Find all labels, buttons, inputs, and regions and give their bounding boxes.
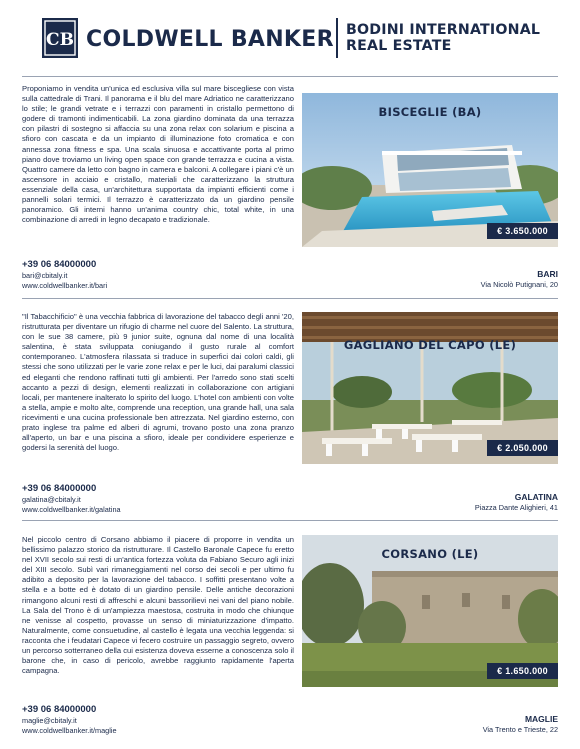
listing-contact: [22, 258, 107, 291]
listing-price: € 3.650.000: [487, 223, 558, 239]
listing-price: € 2.050.000: [487, 440, 558, 456]
header-divider: [336, 18, 338, 58]
section-separator: [22, 76, 558, 77]
section-separator: [22, 298, 558, 299]
partner-name: [346, 22, 540, 54]
contact-phone[interactable]: +39 06 84000000: [22, 704, 97, 715]
contact-email[interactable]: maglie@cbitaly.it: [22, 716, 77, 725]
office-city: BARI: [537, 269, 558, 279]
office-info: [475, 491, 558, 513]
contact-website-link[interactable]: www.coldwellbanker.it/galatina: [22, 505, 121, 514]
contact-website-link[interactable]: www.coldwellbanker.it/bari: [22, 281, 108, 290]
listing-location: CORSANO (LE): [381, 547, 479, 561]
office-info: [483, 713, 558, 735]
listing-price: € 1.650.000: [487, 663, 558, 679]
office-address: Via Trento e Trieste, 22: [482, 725, 558, 734]
listing-contact: [22, 703, 117, 736]
listing-location: BISCEGLIE (BA): [378, 105, 482, 119]
office-address: Piazza Dante Alighieri, 41: [474, 503, 558, 512]
office-info: [481, 268, 558, 290]
office-city: GALATINA: [514, 492, 558, 502]
contact-email[interactable]: galatina@cbitaly.it: [22, 495, 81, 504]
listing-description: Proponiamo in vendita un'unica ed esclusiva villa sul mare biscegliese con vista sulla cattedrale di Trani. Il panorama e il blu del mare Adriatico ne caratterizzano lo stile; le grandi vetrate e i terrazzi con paramenti in cristallo permettono di godere di tramonti indimenticabili. La zona giardino dominata da una terrazza con pilastri di sostegno si affaccia su una zona relax con solarium e piscina a sfioro con cascata e da un impianto di illuminazione foto cromatica e con annessa zona fitness e spa. Una scala sinuosa e accattivante porta al primo piano dove troviamo un living open space con grande terrazza e cucina a vista. Quattro camere da letto con bagno in camera e balconi. A collegare i piani c'è un ascensore in acciaio e cristallo, materiali che caratterizzano la struttura essenziale della casa, un'architettura supportata da impianti efficienti come i pannelli solari termici. Il terrazzo è caratterizzato da un giardino pensile panoramico. Gli interni hanno un'anima country chic, total white, in una combinazione di arredi in legno decapato e tradizionale.: [22, 84, 294, 225]
listing-photo: [302, 312, 558, 464]
partner-line-1: BODINI INTERNATIONAL: [346, 22, 541, 38]
listing-photo: [302, 535, 558, 687]
contact-phone[interactable]: +39 06 84000000: [22, 483, 97, 494]
partner-line-2: REAL ESTATE: [346, 38, 452, 54]
listing-description: "Il Tabacchificio" è una vecchia fabbrica di lavorazione del tabacco degli anni '20, ristrutturata per diventare un rifugio di charme nel cuore del Salento. La struttura, con le sue 38 camere, più 9 junior suite, ognuna dal nome di una località salentina, è stata sviluppata coniugando il gusto rurale al comfort contemporaneo. L'atmosfera rilassata si traduce in superfici dai colori caldi, gli stessi che sono utilizzati per le varie zone relax e per le luci, dai paralumi classici ed eleganti che rendono raffinati tutti gli ambienti. Per l'arredo sono stati scelti accanto a pezzi di design, elementi realizzati in collaborazione con artigiani locali, per mantenere inalterato lo spirito del luogo. L'hotel con ambienti con volte a stella, ampie e molto alte, comprende una reception, una grande hall, una sala ricevimenti e una cucina professionale ben attrezzata. Nel giardino esterno, con prato inglese tra palme ed alberi di agrumi, trovano posto una zona pranzo all'aperto, un bar e una piscina a sfioro, ideale per condividere esperienze e godersi la serenità del luogo.: [22, 312, 294, 453]
contact-website-link[interactable]: www.coldwellbanker.it/maglie: [22, 726, 117, 735]
listing-description: Nel piccolo centro di Corsano abbiamo il piacere di proporre in vendita un bellissimo palazzo storico da ristrutturare. Il Castello Baronale Capece fu eretto nel XVII secolo sui resti di un'antica fortezza voluta da Fabiano Securo agli inizi del XIII secolo. Subì vari rimaneggiamenti nel corso dei secoli e per ultimo fu adibito a deposito per la lavorazione del tabacco. I soffitti presentano volte a stella e a botte ed è dotato di un giardino pensile. Delle antiche decorazioni rimangono alcuni resti di affreschi e alcuni bassorilievi nei vani del piano nobile. La Sala del Trono è di un'ampiezza maestosa, costruita in modo che chiunque ne venisse al cospetto, provasse un senso di miniaturizzazione d'impatto. Naturalmente, come consuetudine, al castello è legata una vecchia leggenda: si racconta che i feudatari Capece vi fecero costruire un passaggio segreto, ovvero un percorso sotterraneo della cui esistenza doveva esserne a conoscenza solo il barone che, in caso di pericolo, avrebbe raggiunto rapidamente l'aperta campagna.: [22, 535, 294, 676]
svg-text:CB: CB: [46, 30, 74, 50]
office-city: MAGLIE: [524, 714, 558, 724]
office-address: Via Nicolò Putignani, 20: [480, 280, 558, 289]
page-header: [0, 0, 580, 74]
section-separator: [22, 520, 558, 521]
listing-photo: [302, 93, 558, 247]
contact-phone[interactable]: +39 06 84000000: [22, 259, 97, 270]
listing-contact: [22, 482, 121, 515]
brand-name: COLDWELL BANKER: [86, 27, 334, 52]
contact-email[interactable]: bari@cbitaly.it: [22, 271, 68, 280]
listing-location: GAGLIANO DEL CAPO (LE): [343, 338, 517, 352]
coldwell-banker-logo-icon: [42, 18, 78, 58]
